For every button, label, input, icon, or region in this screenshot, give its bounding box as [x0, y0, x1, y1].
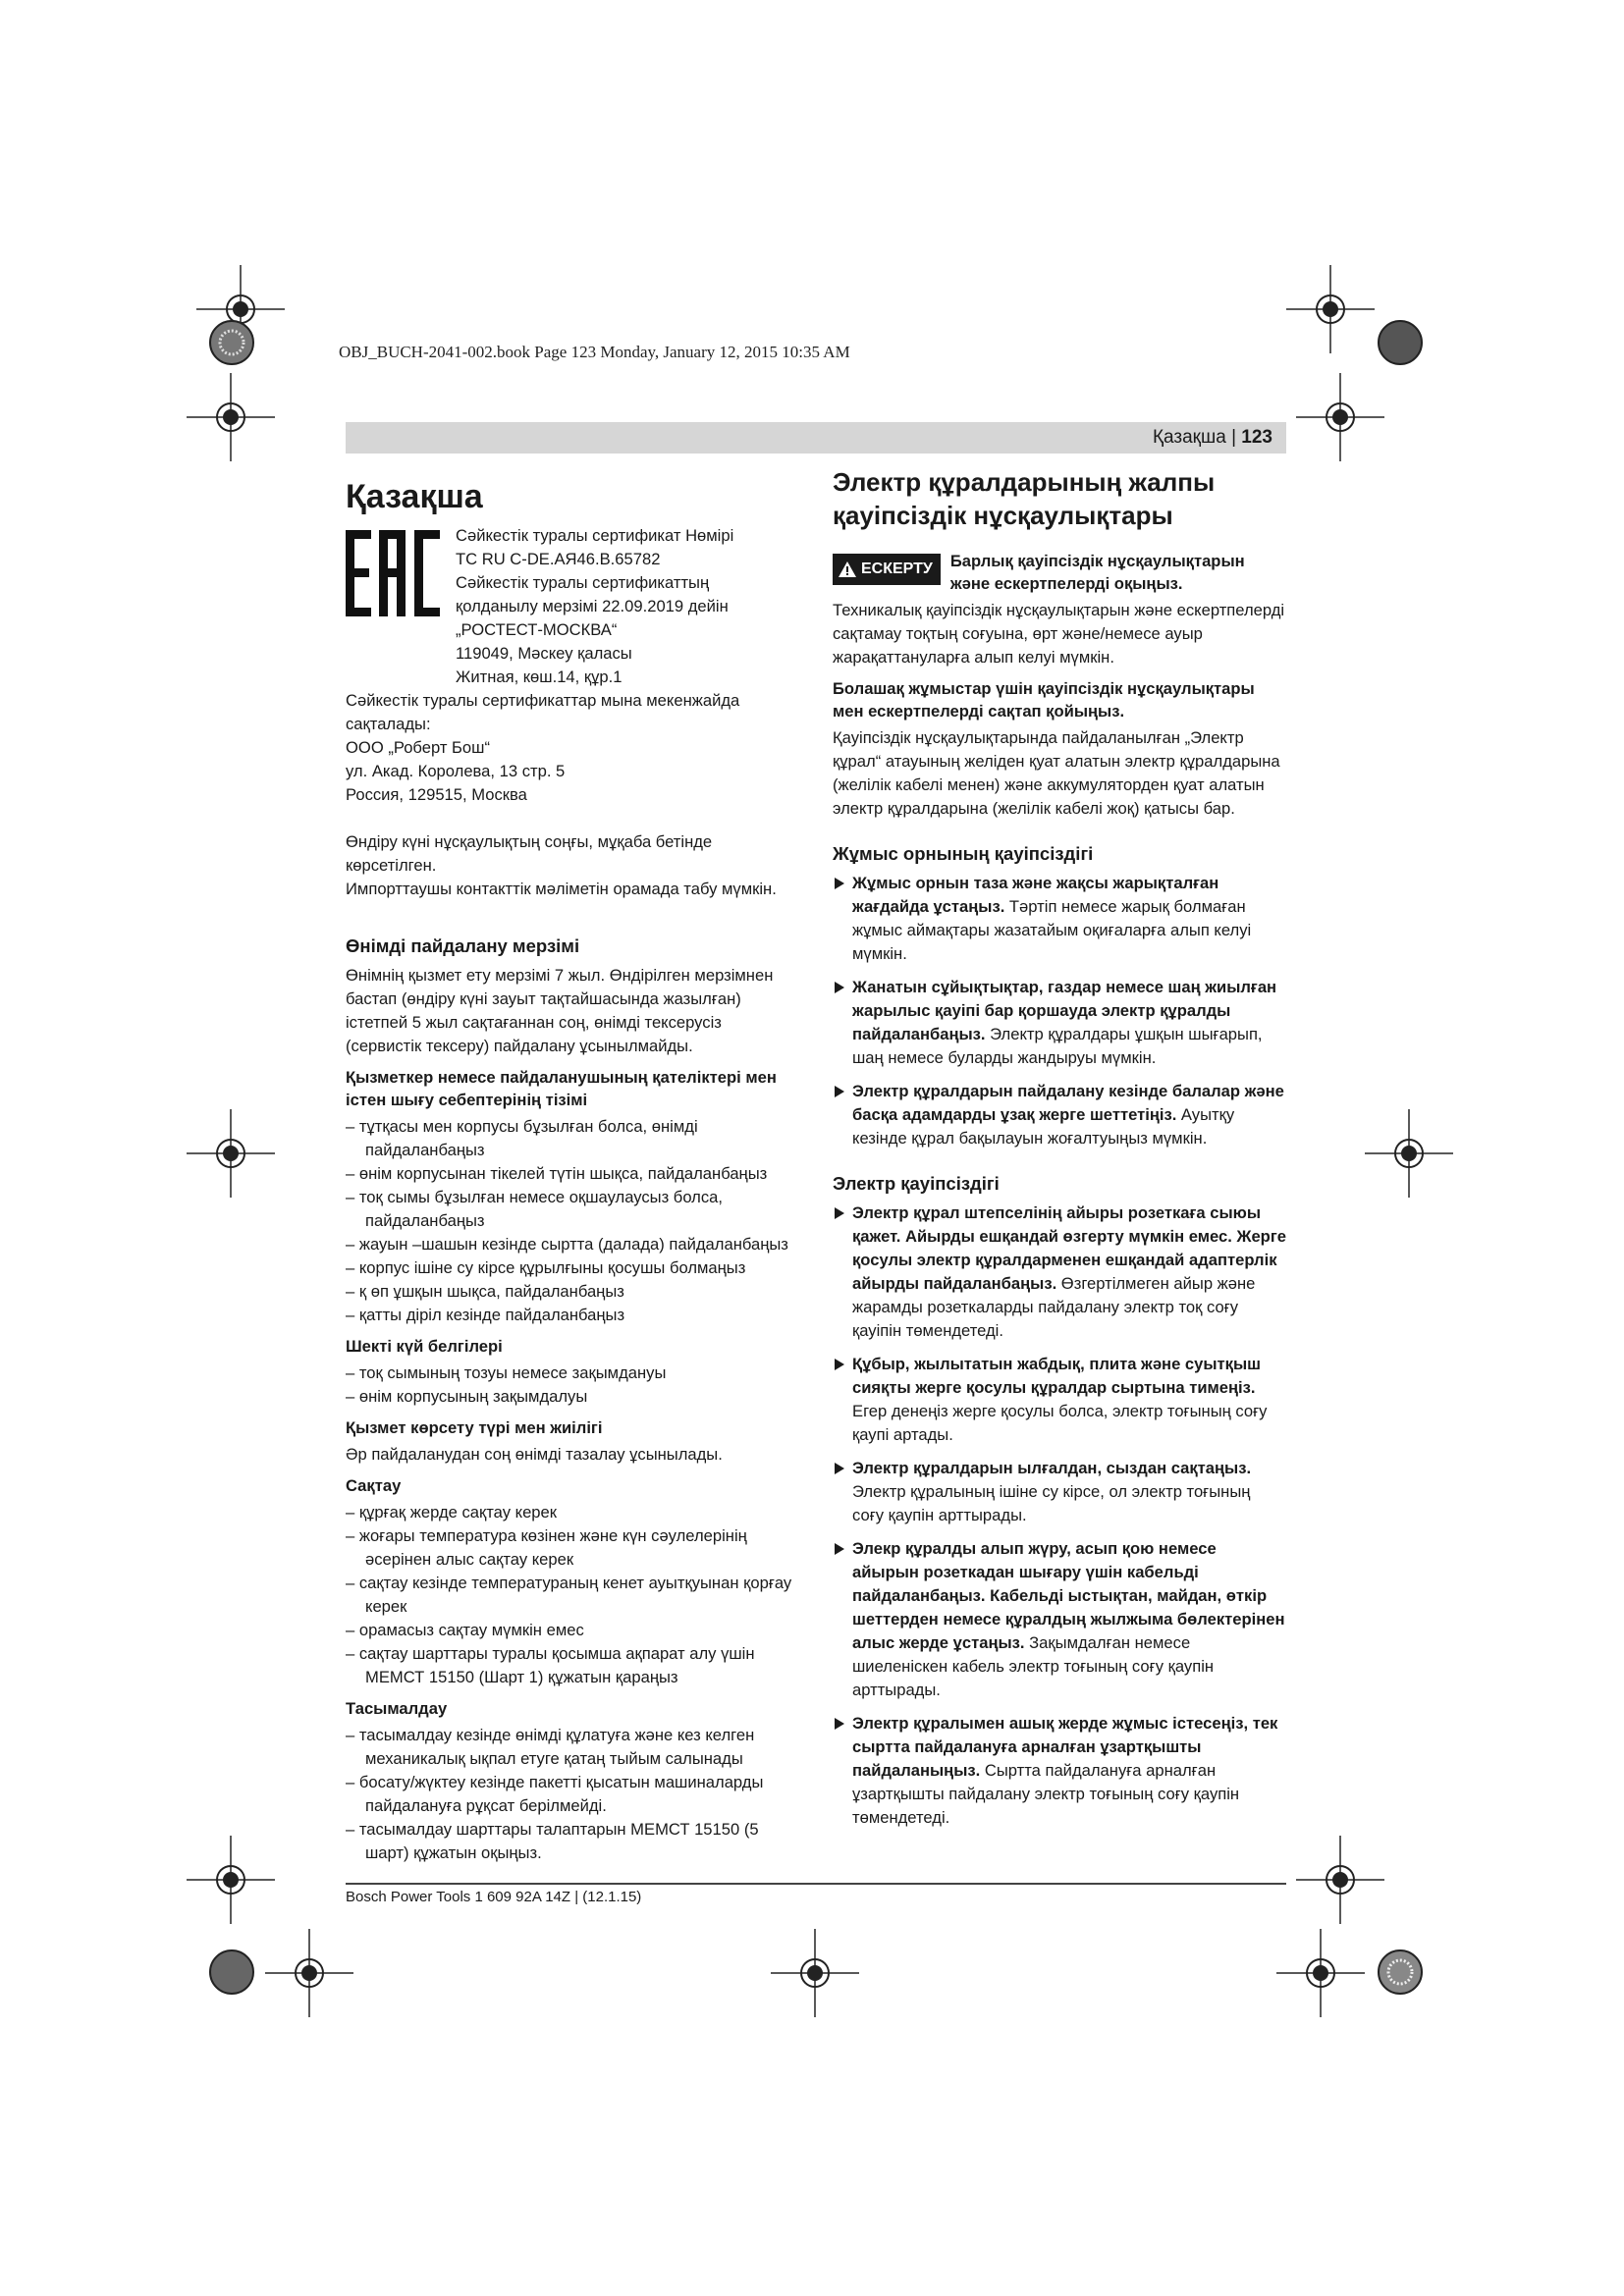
item-bold-text: Элекр құралды алып жүру, асып қою немесе айырын розеткадан шығару үшін кабельді пайдаланбаңыз. Кабельді ыстықтан, майдан, өткір шеттерден немесе құралдың жылжыма бөлектерінен алыс жерде ұстаңыз. — [852, 1539, 1285, 1652]
item-text: Электр құралының ішіне су кірсе, ол электр тоғының соғу қаупін арттырады. — [852, 1482, 1251, 1524]
list-item: – тасымалдау шарттары талаптарын МЕМСТ 15150 (5 шарт) құжатын оқыңыз. — [346, 1820, 759, 1862]
cert-address-line: Сәйкестік туралы сертификаттар мына мекенжайда сақталады: — [346, 691, 740, 733]
arrow-bullet-icon — [835, 1359, 844, 1370]
item-bold-text: Құбыр, жылытатын жабдық, плита және суытқыш сияқты жерге қосулы құралдар сыртына тимеңіз. — [852, 1355, 1261, 1397]
item-text: Ауытқу кезінде құрал бақылауын жоғалтуыңыз мүмкін. — [852, 1105, 1235, 1148]
list-item: – өнім корпусының зақымдалуы — [346, 1387, 588, 1406]
list-item — [833, 976, 1286, 1070]
footer-divider — [346, 1883, 1286, 1885]
cert-line: TC RU C-DE.АЯ46.В.65782 — [456, 550, 661, 568]
registration-mark-left-upper — [187, 373, 275, 461]
service-heading: Қызмет көрсету түрі мен жиілігі — [346, 1418, 603, 1437]
production-date-text: Өндіру күні нұсқаулықтың соңғы, мұқаба бетінде көрсетілген. — [346, 832, 713, 875]
lifetime-text: Өнімнің қызмет ету мерзімі 7 жыл. Өндірілген мерзімнен бастап (өндіру күні зауыт тақтайшасында жазылған) істетпей 5 жыл сақтағаннан соң, өнімді тексерусіз (сервистік тексеру) пайдалану ұсынылмайды. — [346, 966, 774, 1055]
calibration-disc-top-right — [1377, 319, 1424, 366]
item-bold-text: Электр құрал штепселінің айыры розеткаға сыюы қажет. Айырды ешқандай өзгерту мүмкін емес. Жерге қосулы электр құралдарменен ешқандай адаптерлік айырды пайдаланбаңыз. — [852, 1203, 1286, 1293]
list-item — [833, 1080, 1286, 1150]
list-item: – қатты діріл кезінде пайдаланбаңыз — [346, 1306, 625, 1324]
cert-line: 119049, Мәскеу қаласы — [456, 644, 632, 663]
cert-line: Житная, көш.14, құр.1 — [456, 667, 623, 686]
registration-mark-bottom-left — [265, 1929, 353, 2017]
item-text: Электр құралдары ұшқын шығарып, шаң немесе буларды жандыруы мүмкін. — [852, 1025, 1263, 1067]
calibration-disc-bottom-left — [208, 1949, 255, 1996]
warning-triangle-icon — [839, 561, 856, 577]
list-item: – жоғары температура көзінен және күн сәулелерінің әсерінен алыс сақтау керек — [346, 1526, 747, 1569]
limits-list — [346, 1362, 792, 1409]
warning-badge-label: ЕСКЕРТУ — [861, 561, 933, 577]
warning-block — [833, 550, 1286, 595]
page-header-bar — [346, 422, 1286, 454]
list-item: – жауын –шашын кезінде сыртта (далада) пайдаланбаңыз — [346, 1235, 788, 1254]
cert-address-line: Россия, 129515, Москва — [346, 785, 527, 804]
keep-instructions-text: Қауіпсіздік нұсқаулықтарында пайдаланылған „Электр құрал“ атауының желіден қуат алатын электр құралдарына (желілік кабелі менен) және аккумуляторден қуат алатын электр құралдарына (желілік кабелі жоқ) қатысы бар. — [833, 728, 1280, 818]
cert-line: „РОСТЕСТ-МОСКВА“ — [456, 620, 618, 639]
item-bold-text: Жұмыс орнын таза және жақсы жарықталған жағдайда ұстаңыз. — [852, 874, 1219, 916]
header-separator: | — [1225, 427, 1242, 448]
right-column — [833, 465, 1286, 1840]
service-text: Әр пайдаланудан соң өнімді тазалау ұсынылады. — [346, 1445, 723, 1464]
registration-mark-left-lower — [187, 1836, 275, 1924]
warning-badge — [833, 554, 941, 585]
list-item: – сақтау кезінде температураның кенет ауытқуынан қорғау керек — [346, 1574, 792, 1616]
registration-mark-right-lower — [1296, 1836, 1384, 1924]
cert-address-line: ул. Акад. Королева, 13 стр. 5 — [346, 762, 566, 780]
transport-list — [346, 1724, 792, 1865]
safety-title: Электр құралдарының жалпы қауіпсіздік нұсқаулықтары — [833, 467, 1216, 530]
item-text: Тәртіп немесе жарық болмаған жұмыс аймақтары жазатайым оқиғаларға алып келуі мүмкін. — [852, 897, 1252, 963]
electric-list — [833, 1201, 1286, 1830]
list-item: – тұтқасы мен корпусы бұзылған болса, өнімді пайдаланбаңыз — [346, 1117, 698, 1159]
list-item: – корпус ішіне су кірсе құрылғыны қосушы болмаңыз — [346, 1258, 746, 1277]
list-item — [833, 1537, 1286, 1702]
list-item: – қ өп ұшқын шықса, пайдаланбаңыз — [346, 1282, 624, 1301]
errors-heading: Қызметкер немесе пайдаланушының қателіктері мен істен шығу себептерінің тізімі — [346, 1068, 777, 1109]
limit-heading: Шекті күй белгілері — [346, 1337, 503, 1356]
keep-instructions-heading: Болашақ жұмыстар үшін қауіпсіздік нұсқаулықтары мен ескертпелерді сақтап қойыңыз. — [833, 679, 1255, 721]
item-text: Өзгертілмеген айыр және жарамды розеткаларды пайдалану электр тоқ соғу қауіпін төмендетеді. — [852, 1274, 1256, 1340]
certificate-text — [456, 524, 792, 689]
list-item — [833, 1353, 1286, 1447]
file-header: OBJ_BUCH-2041-002.book Page 123 Monday, January 12, 2015 10:35 AM — [339, 343, 850, 361]
item-bold-text: Жанатын сұйықтықтар, газдар немесе шаң жиылған жарылыс қауіпі бар қоршауда электр құралды пайдаланбаңыз. — [852, 978, 1277, 1043]
list-item — [833, 1201, 1286, 1343]
storage-heading: Сақтау — [346, 1476, 402, 1495]
calibration-disc-top-left — [208, 319, 255, 366]
list-item: – құрғақ жерде сақтау керек — [346, 1503, 558, 1522]
registration-mark-right-middle — [1365, 1109, 1453, 1198]
registration-mark-bottom-right — [1276, 1929, 1365, 2017]
page-number: 123 — [1241, 427, 1272, 448]
list-item: – босату/жүктеу кезінде пакетті қысатын машиналарды пайдалануға рұқсат берілмейді. — [346, 1773, 764, 1815]
list-item: – тоқ сымы бұзылған немесе оқшаулаусыз болса, пайдаланбаңыз — [346, 1188, 723, 1230]
eac-logo-icon — [346, 530, 442, 616]
list-item: – орамасыз сақтау мүмкін емес — [346, 1621, 584, 1639]
cert-address-line: ООО „Роберт Бош“ — [346, 738, 491, 757]
arrow-bullet-icon — [835, 1207, 844, 1219]
arrow-bullet-icon — [835, 1086, 844, 1097]
list-item: – сақтау шарттары туралы қосымша ақпарат алу үшін МЕМСТ 15150 (Шарт 1) құжатын қараңыз — [346, 1644, 755, 1686]
registration-mark-top-right — [1286, 265, 1375, 353]
list-item: – өнім корпусынан тікелей түтін шықса, пайдаланбаңыз — [346, 1164, 768, 1183]
arrow-bullet-icon — [835, 1463, 844, 1474]
lifetime-heading: Өнімді пайдалану мерзімі — [346, 935, 580, 956]
list-item — [833, 1712, 1286, 1830]
list-item — [833, 872, 1286, 966]
importer-text: Импорттаушы контакттік мәліметін орамада табу мүмкін. — [346, 880, 777, 898]
arrow-bullet-icon — [835, 1543, 844, 1555]
page-title: Қазақша — [346, 478, 483, 515]
item-bold-text: Электр құралымен ашық жерде жұмыс істесеңіз, тек сыртта пайдалануға арналған ұзартқышты пайдаланыңыз. — [852, 1714, 1278, 1780]
registration-mark-left-middle — [187, 1109, 275, 1198]
footer-text: Bosch Power Tools 1 609 92A 14Z | (12.1.15) — [346, 1889, 642, 1905]
list-item: – тасымалдау кезінде өнімді құлатуға және кез келген механикалық ықпал етуге қатаң тыйым салынады — [346, 1726, 755, 1768]
warning-body: Техникалық қауіпсіздік нұсқаулықтарын және ескертпелерді сақтамау тоқтың соғуына, өрт және/немесе ауыр жарақаттануларға алып келуі мүмкін. — [833, 601, 1285, 667]
calibration-disc-bottom-right — [1377, 1949, 1424, 1996]
workplace-heading: Жұмыс орнының қауіпсіздігі — [833, 843, 1094, 864]
registration-mark-right-upper — [1296, 373, 1384, 461]
item-bold-text: Электр құралдарын ылғалдан, сыздан сақтаңыз. — [852, 1459, 1252, 1477]
left-column — [346, 477, 792, 1869]
arrow-bullet-icon — [835, 878, 844, 889]
certificate-block — [346, 524, 792, 689]
header-section: Қазақша — [1152, 427, 1226, 448]
arrow-bullet-icon — [835, 1718, 844, 1730]
storage-list — [346, 1501, 792, 1689]
transport-heading: Тасымалдау — [346, 1699, 448, 1718]
item-bold-text: Электр құралдарын пайдалану кезінде балалар және басқа адамдарды ұзақ жерге шеттетіңіз. — [852, 1082, 1284, 1124]
item-text: Сыртта пайдалануға арналған ұзартқышты пайдалану электр тоғының соғу қаупін төмендетеді. — [852, 1761, 1240, 1827]
cert-line: Сәйкестік туралы сертификаттың қолданылу мерзімі 22.09.2019 дейін — [456, 573, 729, 615]
workplace-list — [833, 872, 1286, 1150]
list-item — [833, 1457, 1286, 1527]
item-text: Зақымдалған немесе шиеленіскен кабель электр тоғының соғу қаупін арттырады. — [852, 1633, 1215, 1699]
errors-list — [346, 1115, 792, 1327]
list-item: – тоқ сымының тозуы немесе зақымдануы — [346, 1363, 667, 1382]
arrow-bullet-icon — [835, 982, 844, 993]
item-text: Егер денеңіз жерге қосулы болса, электр тоғының соғу қаупі артады. — [852, 1402, 1268, 1444]
electric-heading: Электр қауіпсіздігі — [833, 1173, 1000, 1194]
registration-mark-bottom-center — [771, 1929, 859, 2017]
warning-text: Барлық қауіпсіздік нұсқаулықтарын және ескертпелерді оқыңыз. — [949, 552, 1245, 593]
page-header-text — [1153, 427, 1272, 449]
cert-line: Сәйкестік туралы сертификат Нөмірі — [456, 526, 734, 545]
